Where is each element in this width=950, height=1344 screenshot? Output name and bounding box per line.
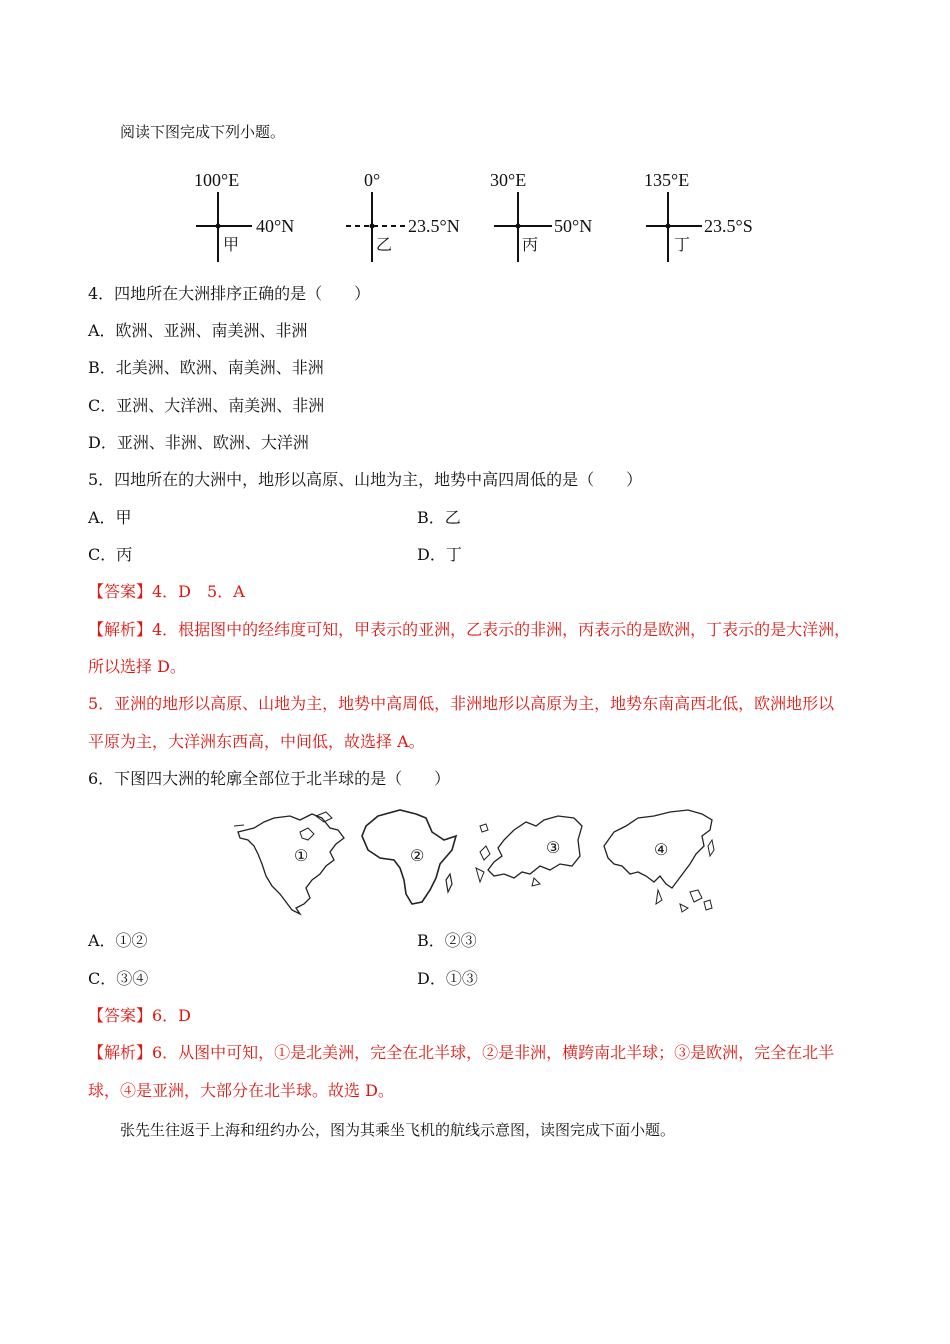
question-4-option-c[interactable]: C．亚洲、大洋洲、南美洲、非洲 xyxy=(88,396,325,415)
place-label: 丙 xyxy=(522,235,539,254)
question-5-option-c[interactable]: C．丙 xyxy=(88,545,133,564)
map-label-4: ④ xyxy=(654,840,669,859)
lat-label: 50°N xyxy=(554,216,593,236)
place-label: 乙 xyxy=(376,235,393,254)
north-america-outline xyxy=(234,808,350,916)
analysis-4-line-2: 所以选择 D。 xyxy=(88,657,186,676)
lon-label: 0° xyxy=(364,170,381,190)
analysis-6-line-2: 球，④是亚洲，大部分在北半球。故选 D。 xyxy=(88,1081,394,1100)
question-5-stem: 5．四地所在的大洲中，地形以高原、山地为主，地势中高四周低的是（ ） xyxy=(88,470,643,489)
africa-outline xyxy=(360,808,464,908)
lat-label: 23.5°S xyxy=(704,216,753,236)
question-6-stem: 6．下图四大洲的轮廓全部位于北半球的是（ ） xyxy=(88,769,451,788)
lon-label: 30°E xyxy=(490,170,527,190)
intro-next-questions: 张先生往返于上海和纽约办公，图为其乘坐飞机的航线示意图，读图完成下面小题。 xyxy=(120,1121,676,1139)
question-6-option-b[interactable]: B．②③ xyxy=(417,931,477,950)
map-label-1: ① xyxy=(294,846,309,865)
intro-text: 阅读下图完成下列小题。 xyxy=(120,123,286,141)
lon-label: 100°E xyxy=(194,170,240,190)
question-6-option-a[interactable]: A．①② xyxy=(88,931,148,950)
answer-4-5: 【答案】4．D 5．A xyxy=(88,582,245,601)
map-label-2: ② xyxy=(410,846,425,865)
lat-label: 40°N xyxy=(256,216,295,236)
lat-label: 23.5°N xyxy=(408,216,460,236)
map-label-3: ③ xyxy=(546,838,561,857)
question-6-option-d[interactable]: D．①③ xyxy=(417,969,478,988)
question-4-option-b[interactable]: B．北美洲、欧洲、南美洲、非洲 xyxy=(88,358,324,377)
answer-6: 【答案】6．D xyxy=(88,1006,192,1025)
question-4-stem: 4．四地所在大洲排序正确的是（ ） xyxy=(88,284,371,303)
analysis-5-line-1: 5．亚洲的地形以高原、山地为主，地势中高周低，非洲地形以高原为主，地势东南高西北低，欧洲地形以 xyxy=(88,694,835,713)
analysis-6-line-1: 【解析】6．从图中可知，①是北美洲，完全在北半球，②是非洲，横跨南北半球；③是欧洲，完全在北半 xyxy=(88,1043,835,1062)
question-6-option-c[interactable]: C．③④ xyxy=(88,969,149,988)
question-4-option-d[interactable]: D．亚洲、非洲、欧洲、大洋洲 xyxy=(88,433,309,452)
question-5-option-b[interactable]: B．乙 xyxy=(417,508,461,527)
question-5-option-d[interactable]: D．丁 xyxy=(417,545,462,564)
analysis-4-line-1: 【解析】4．根据图中的经纬度可知，甲表示的亚洲，乙表示的非洲，丙表示的是欧洲，丁表示的是大洋洲， xyxy=(88,620,851,639)
question-4-option-a[interactable]: A．欧洲、亚洲、南美洲、非洲 xyxy=(88,321,308,340)
asia-outline xyxy=(598,806,718,916)
place-label: 丁 xyxy=(674,235,691,254)
europe-outline xyxy=(474,812,586,890)
lon-label: 135°E xyxy=(644,170,690,190)
place-label: 甲 xyxy=(223,235,240,254)
analysis-5-line-2: 平原为主，大洋洲东西高，中间低，故选择 A。 xyxy=(88,732,425,751)
question-5-option-a[interactable]: A．甲 xyxy=(88,508,132,527)
